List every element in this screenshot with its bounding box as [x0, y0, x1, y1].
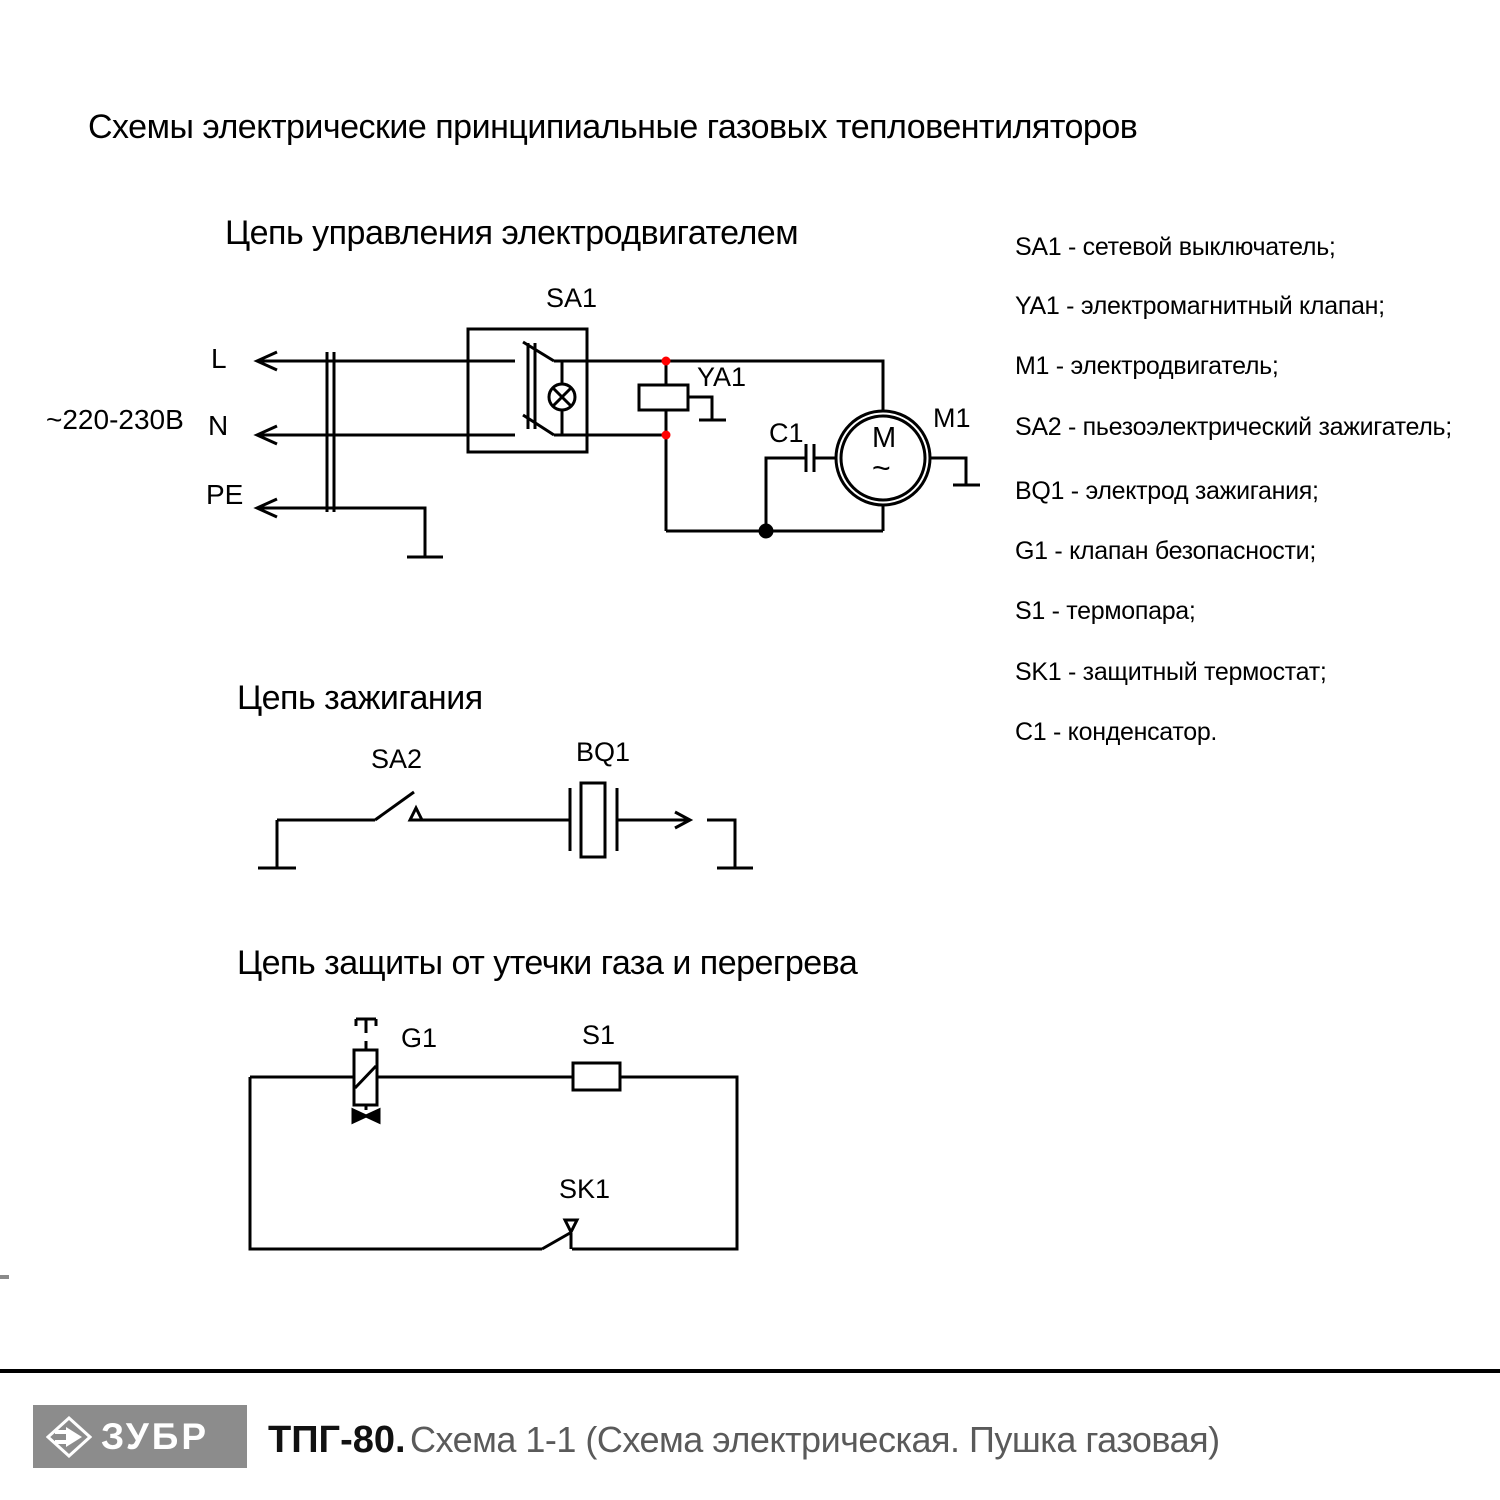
m1-label: M1 [933, 403, 971, 433]
sk1-label: SK1 [559, 1174, 611, 1204]
junction-red-top [662, 357, 671, 366]
sk1-thermostat-symbol [542, 1220, 577, 1249]
legend-item: YA1 - электромагнитный клапан; [1015, 292, 1385, 320]
g1-label: G1 [401, 1023, 438, 1053]
footer-divider [0, 1369, 1500, 1373]
legend-item: S1 - термопара; [1015, 597, 1196, 625]
motor-circuit-title: Цепь управления электродвигателем [225, 214, 799, 252]
legend-item: M1 - электродвигатель; [1015, 352, 1279, 380]
legend-item: G1 - клапан безопасности; [1015, 537, 1316, 565]
cable-terminal-bars [327, 352, 334, 512]
ignition-circuit [258, 783, 753, 868]
junction-black [759, 524, 774, 539]
c1-label: C1 [769, 418, 804, 448]
footer-caption [268, 1419, 1220, 1462]
motor-ground-icon [930, 458, 980, 485]
legend-item: SA1 - сетевой выключатель; [1015, 233, 1336, 261]
right-ground-icon [707, 820, 753, 868]
ya1-label: YA1 [697, 362, 747, 392]
line-l-label: L [211, 343, 227, 374]
bq1-label: BQ1 [576, 737, 631, 767]
bq1-electrode-symbol [570, 783, 617, 857]
protection-circuit-title: Цепь защиты от утечки газа и перегрева [237, 944, 858, 982]
scheme-caption: Схема 1-1 (Схема электрическая. Пушка газовая) [410, 1419, 1220, 1460]
ya1-ground-icon [688, 397, 726, 420]
ignition-circuit-title: Цепь зажигания [237, 679, 483, 717]
stray-mark [0, 1275, 9, 1279]
model-number: ТПГ-80. [268, 1419, 406, 1461]
junction-red-bottom [662, 431, 671, 440]
legend-item: SA2 - пьезоэлектрический зажигатель; [1015, 413, 1452, 441]
page-title: Схемы электрические принципиальные газовых тепловентиляторов [88, 108, 1138, 146]
line-PE-wire [257, 499, 443, 557]
legend-item: BQ1 - электрод зажигания; [1015, 477, 1319, 505]
sa2-label: SA2 [371, 744, 423, 774]
g1-valve-symbol [353, 1019, 379, 1122]
valve-bowtie-icon [353, 1110, 379, 1122]
lamp-icon [549, 361, 575, 435]
brand-name: ЗУБР [101, 1415, 210, 1457]
protection-loop-wire [250, 1077, 737, 1249]
line-L-wire [257, 352, 515, 370]
c1-capacitor-symbol [766, 444, 836, 531]
protection-circuit [250, 1019, 737, 1249]
line-n-label: N [208, 410, 229, 441]
s1-thermocouple-symbol [573, 1063, 620, 1090]
line-N-wire [257, 426, 515, 444]
zubr-logo-icon [46, 1416, 92, 1458]
spark-arrow [617, 812, 690, 828]
brand-badge [33, 1405, 247, 1468]
legend-item: SK1 - защитный термостат; [1015, 658, 1327, 686]
line-pe-label: PE [206, 479, 244, 510]
s1-label: S1 [582, 1020, 616, 1050]
sa2-switch-symbol [375, 792, 422, 820]
legend-item: C1 - конденсатор. [1015, 718, 1218, 746]
motor-m-letter: M [872, 422, 896, 454]
sa1-label: SA1 [546, 283, 598, 313]
motor-ac-symbol: ~ [872, 450, 891, 486]
voltage-label: ~220-230В [46, 404, 184, 435]
left-ground-icon [258, 820, 296, 868]
